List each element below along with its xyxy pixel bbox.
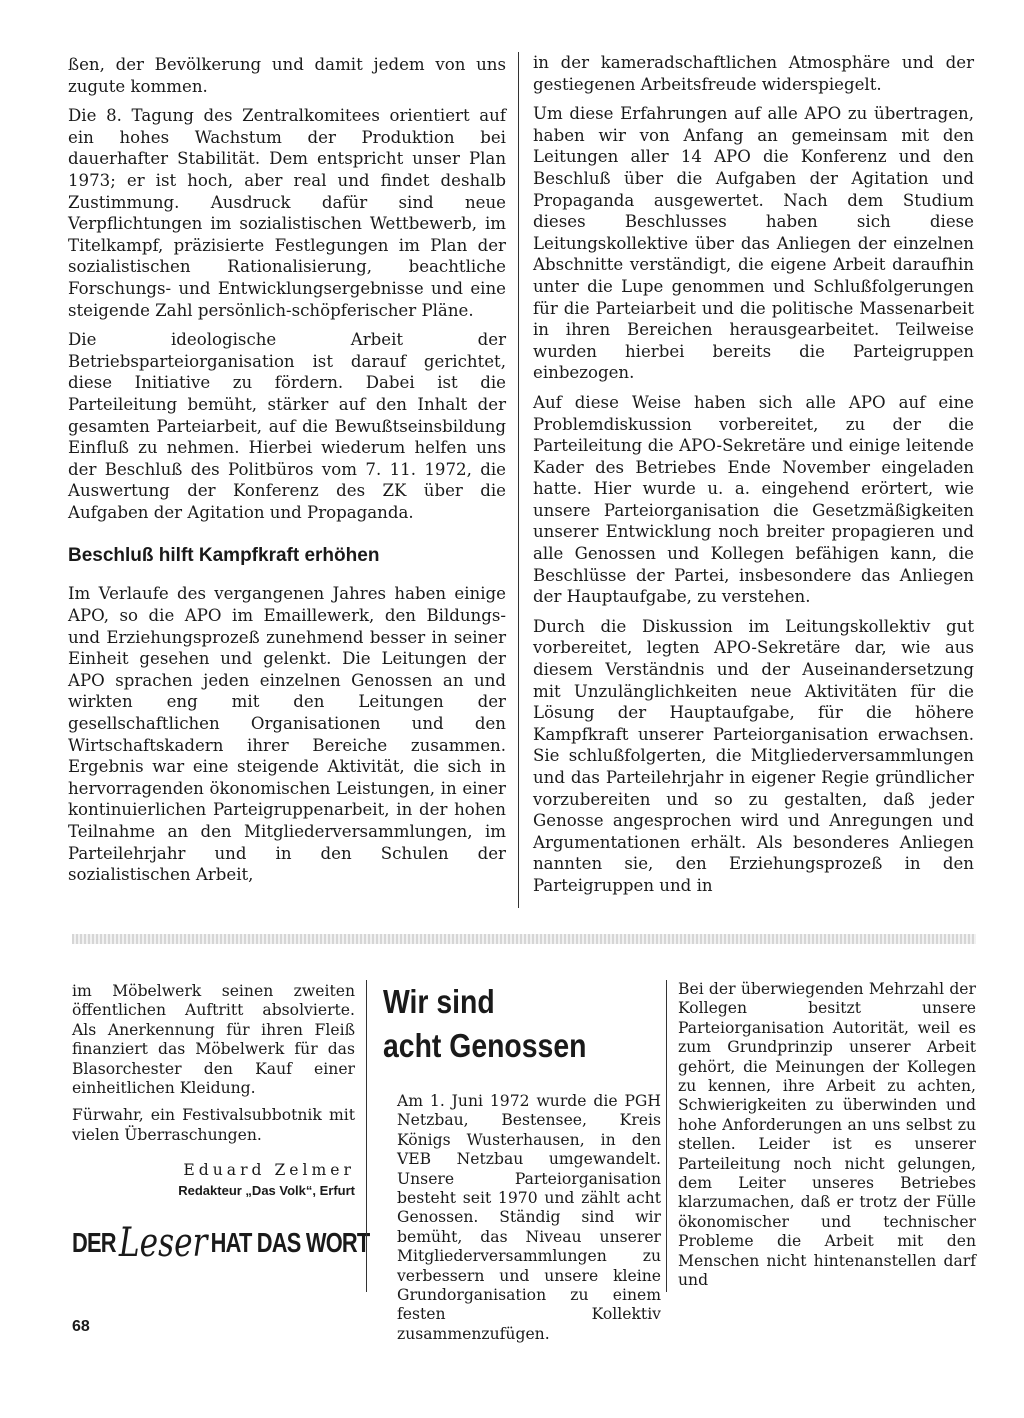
rubric-logo-script: Leser (118, 1220, 208, 1267)
paragraph: Durch die Diskussion im Leitungskollektiv gut vorbereitet, legten APO-Sekretäre dar, wie aus diesem Verständnis und der Auseinandersetzung mit Unzulänglichkeiten neue Aktivitäten für die Lösung der Hauptaufgabe, für die höhere Kampfkraft unserer Parteiorganisation erwachsen. Sie schlußfolgerten, die Mitgliederversammlungen und das Parteilehrjahr in eigener Regie gründlicher vorzubereiten und so zu gestalten, daß jeder Genosse angesprochen wird und Anregungen und Argumentationen erhält. Als besonderes Anliegen nannten sie, den Erziehungsprozeß in den Parteigruppen und in (533, 616, 974, 895)
paragraph: Bei der überwiegenden Mehrzahl der Kollegen besitzt unsere Parteiorganisation Autorität, weil es zum Grundprinzip unserer Arbeit gehört, die Meinungen der Kollegen zu kennen, ihre Arbeit zu achten, Schwierigkeiten zu überwinden und hohe Anforderungen an uns selbst zu stellen. Leider ist es unserer Parteileitung noch nicht gelungen, dem Leiter unseres Betriebes klarzumachen, daß er trotz der Fülle ökonomischer und technischer Probleme die Arbeit mit den Menschen nicht hintenanstellen darf und (678, 980, 976, 1290)
paragraph: Im Verlaufe des vergangenen Jahres haben einige APO, so die APO im Emaillewerk, den Bildungs- und Erziehungsprozeß zunehmend besser in seiner Einheit gesehen und gelenkt. Die Leitungen der APO sprachen jeden einzelnen Genossen an und wirkten eng mit den Leitungen der gesellschaftlichen Organisationen und den Wirtschaftskadern ihrer Bereiche zusammen. Ergebnis war eine steigende Aktivität, die sich in hervorragenden ökonomischen Leistungen, in einer kontinuierlichen Parteigruppenarbeit, in der hohen Teilnahme an den Mitgliederversammlungen, im Parteilehrjahr und in den Schulen der sozialistischen Arbeit, (68, 584, 506, 885)
article-title: Wir sind acht Genossen (383, 983, 587, 1064)
rubric-logo-part: HAT DAS WORT (210, 1227, 370, 1259)
column-bottom-middle (367, 980, 661, 1352)
paragraph: Die ideologische Arbeit der Betriebsparteiorganisation ist darauf gerichtet, diese Initiative zu fördern. Dabei ist die Parteileitung bemüht, stärker auf den Inhalt der gesamten Parteiarbeit, auf die Bewußtseinsbildung Einfluß zu nehmen. Hierbei wiederum helfen uns der Beschluß des Politbüros vom 7. 11. 1972, die Auswertung der Konferenz des ZK über die Aufgaben der Agitation und Propaganda. (68, 330, 506, 522)
column-bottom-right (678, 980, 976, 1299)
paragraph: in der kameradschaftlichen Atmosphäre und der gestiegenen Arbeitsfreude widerspiegelt. (533, 53, 974, 94)
paragraph: Um diese Erfahrungen auf alle APO zu übertragen, haben wir von Anfang an gemeinsam mit den Leitungen aller 14 APO die Konferenz und den Beschluß über die Aufgaben der Agitation und Propaganda ausgewertet. Nach dem Studium dieses Beschlusses haben sich diese Leitungskollektive über das Anliegen der einzelnen Abschnitte verständigt, die eigene Arbeit daraufhin unter die Lupe genommen und Schlußfolgerungen für die Parteiarbeit und die politische Massenarbeit in ihren Bereichen herausgearbeitet. Teilweise wurden hierbei bereits die Parteigruppen einbezogen. (533, 104, 974, 383)
author-name: Eduard Zelmer (183, 1161, 355, 1180)
section-heading: Beschluß hilft Kampfkraft erhöhen (68, 545, 380, 567)
column-divider (518, 52, 519, 908)
paragraph: Auf diese Weise haben sich alle APO auf eine Problemdiskussion vorbereitet, zu der die Parteileitung die APO-Sekretäre und einige leitende Kader des Betriebes Ende November eingeladen hatte. Hier wurde u. a. eingehend erörtert, wie unsere Parteiorganisation die Gesetzmäßigkeiten unserer Entwicklung noch breiter propagieren und alle Genossen und Kollegen befähigen kann, die Beschlüsse der Partei, insbesondere das Anliegen der Hauptaufgabe, zu verstehen. (533, 392, 974, 607)
rubric-logo (72, 1220, 370, 1267)
author-role: Redakteur „Das Volk“, Erfurt (178, 1183, 355, 1199)
paragraph: Fürwahr, ein Festivalsubbotnik mit vielen Überraschungen. (72, 1106, 355, 1144)
page-number: 68 (72, 1318, 90, 1335)
paragraph: im Möbelwerk seinen zweiten öffentlichen Auftritt absolvierte. Als Anerkennung für ihren Fleiß finanziert das Möbelwerk für das Blasorchester den Kauf einer einheitlichen Kleidung. (72, 982, 355, 1098)
paragraph: Die 8. Tagung des Zentralkomitees orientiert auf ein hohes Wachstum der Produktion bei dauerhafter Stabilität. Dem entspricht unser Plan 1973; er ist hoch, aber real und findet deshalb Zustimmung. Ausdruck dafür sind neue Verpflichtungen im sozialistischen Wettbewerb, im Titelkampf, präzisierte Festlegungen im Plan der sozialistischen Rationalisierung, beachtliche Forschungs- und Entwicklungsergebnisse und eine steigende Zahl persönlich-schöpferischer Pläne. (68, 106, 506, 320)
paragraph: Am 1. Juni 1972 wurde die PGH Netzbau, Bestensee, Kreis Königs Wusterhausen, in den VEB Netzbau umgewandelt. Unsere Parteiorganisation besteht seit 1970 und zählt acht Genossen. Ständig sind wir bemüht, das Niveau unserer Mitgliederversammlungen zu verbessern und unsere kleine Grundorganisation zu einem festen Kollektiv zusammenzufügen. (397, 1092, 661, 1343)
column-top-right (533, 52, 974, 905)
section-separator (72, 934, 976, 944)
column-divider (666, 980, 667, 1292)
column-top-left (68, 54, 506, 894)
rubric-logo-part: DER (72, 1227, 116, 1259)
column-bottom-left (72, 982, 370, 1267)
paragraph: ßen, der Bevölkerung und damit jedem von uns zugute kommen. (68, 55, 506, 96)
